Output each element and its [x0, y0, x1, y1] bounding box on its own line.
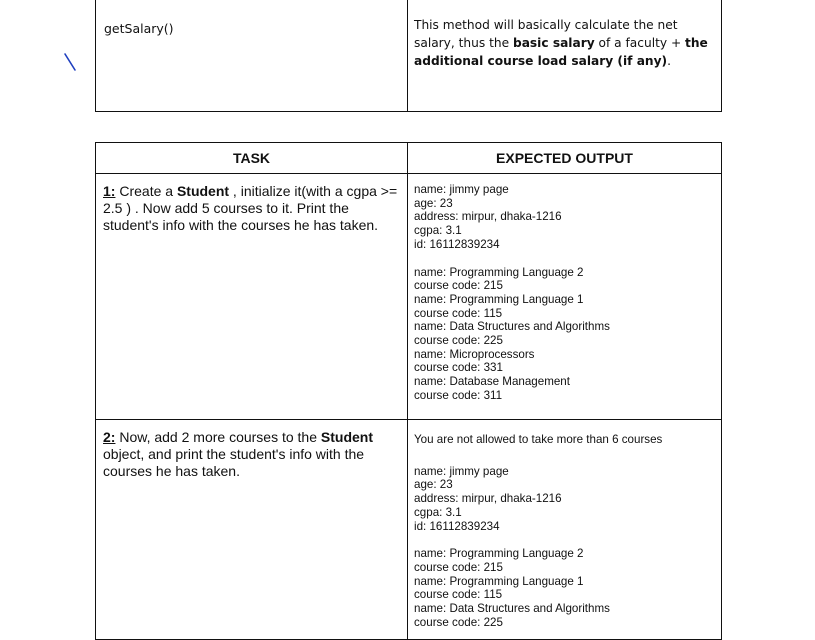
student-info: [414, 183, 717, 252]
method-description: [408, 0, 722, 112]
spacer: [414, 252, 717, 266]
output-line: name: Programming Language 1: [414, 574, 584, 588]
desc-text: of a faculty +: [594, 36, 686, 50]
desc-bold-additional: the additional course load salary (if any): [414, 36, 708, 68]
output-line: name: Programming Language 2: [414, 547, 584, 561]
expected-output-header: EXPECTED OUTPUT: [408, 143, 722, 174]
task-header: TASK: [96, 143, 408, 174]
output-line: name: Programming Language 1: [414, 292, 584, 306]
output-line: age: 23: [414, 196, 453, 210]
output-line: name: Data Structures and Algorithms: [414, 320, 610, 334]
output-line: age: 23: [414, 478, 453, 492]
task-row-1: [96, 174, 722, 420]
output-line: name: jimmy page: [414, 464, 509, 478]
task-text: Now, add 2 more courses to the: [115, 429, 321, 445]
output-line: name: Database Management: [414, 375, 570, 389]
desc-text: .: [667, 54, 671, 68]
pen-annotation-mark: [55, 52, 85, 82]
desc-bold-basic: basic salary: [512, 36, 595, 50]
task-text: object, and print the student's info with the courses he has taken.: [103, 446, 365, 479]
spacer: [414, 451, 717, 465]
task-1-description: [96, 174, 408, 420]
task-2-output: [408, 420, 722, 640]
task-text: Create a: [115, 183, 177, 199]
output-line: id: 16112839234: [414, 519, 500, 533]
output-line: name: Microprocessors: [414, 347, 535, 361]
output-line: address: mirpur, dhaka-1216: [414, 210, 562, 224]
task-2-description: [96, 420, 408, 640]
header-row: [96, 143, 722, 174]
output-line: name: jimmy page: [414, 183, 509, 196]
desc-text: This method will basically calculate the net salary, thus the: [414, 18, 678, 50]
course-limit-message: You are not allowed to take more than 6 courses: [414, 433, 663, 446]
output-line: course code: 331: [414, 361, 503, 375]
task-bold-student: Student: [320, 429, 374, 445]
task-bold-student: Student: [176, 183, 230, 199]
course-list: [414, 547, 717, 629]
course-list: [414, 266, 717, 403]
output-line: cgpa: 3.1: [414, 505, 462, 519]
task-row-2: [96, 420, 722, 640]
output-line: name: Programming Language 2: [414, 265, 584, 279]
output-line: id: 16112839234: [414, 237, 500, 251]
spacer: [414, 533, 717, 547]
output-line: course code: 225: [414, 615, 503, 629]
output-line: address: mirpur, dhaka-1216: [414, 492, 562, 506]
task-text: , initialize it(with a cgpa >= 2.5 ) . Now add 5 courses to it. Print the student's info with the courses he has taken.: [103, 183, 398, 233]
student-info: [414, 465, 717, 534]
task-table: [95, 142, 722, 640]
output-line: course code: 215: [414, 279, 503, 293]
output-line: course code: 115: [414, 588, 503, 602]
output-line: course code: 311: [414, 388, 503, 402]
output-line: course code: 115: [414, 306, 503, 320]
task-1-output: [408, 174, 722, 420]
task-number: 1:: [103, 183, 116, 199]
output-line: name: Data Structures and Algorithms: [414, 602, 610, 616]
output-line: cgpa: 3.1: [414, 224, 462, 238]
output-line: course code: 215: [414, 560, 503, 574]
output-line: course code: 225: [414, 334, 503, 348]
method-name: getSalary(): [96, 0, 408, 112]
method-table: [95, 0, 722, 112]
method-row: [96, 0, 722, 112]
task-number: 2:: [103, 429, 116, 445]
